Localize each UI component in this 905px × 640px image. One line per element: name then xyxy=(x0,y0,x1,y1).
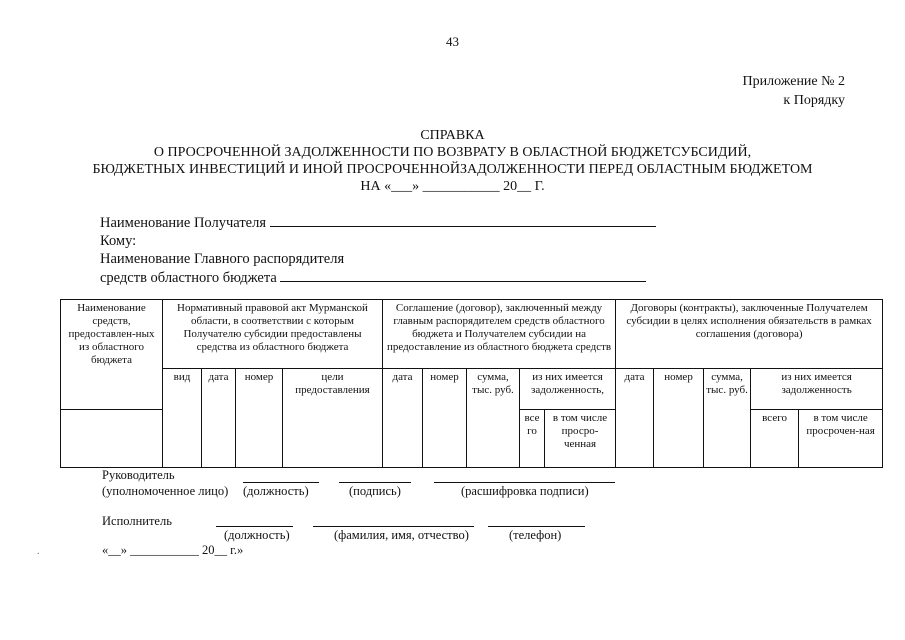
agr-col-debt: из них имеется задолженность, xyxy=(520,369,616,410)
agr-col-total: все го xyxy=(520,410,545,468)
agr-col-overdue: в том числе просро-ченная xyxy=(545,410,616,468)
title-line-1: СПРАВКА xyxy=(420,128,485,143)
report-table xyxy=(60,299,883,468)
recipient-field xyxy=(100,214,656,232)
con-col-overdue: в том числе просрочен-ная xyxy=(799,410,883,468)
margin-mark: . xyxy=(37,546,40,557)
act-col-type: вид xyxy=(163,369,202,468)
header-act: Нормативный правовой акт Мурманской области, в соответствии с которым Получателю субсидии предоставлены средства из областного бюджета xyxy=(163,300,383,369)
appendix-line-2: к Порядку xyxy=(783,93,845,108)
recipient-blank[interactable] xyxy=(270,214,656,227)
head-signature-line[interactable] xyxy=(339,482,411,483)
header-contracts: Договоры (контракты), заключенные Получателем субсидии в целях исполнения обязательств в рамках соглашения (договора) xyxy=(616,300,883,369)
head-sub-label: (уполномоченное лицо) xyxy=(102,484,229,498)
exec-name-line[interactable] xyxy=(313,526,474,527)
con-col-total: всего xyxy=(751,410,799,468)
chief-label-1: Наименование Главного распорядителя xyxy=(100,251,345,267)
head-signature-caption: (подпись) xyxy=(349,484,401,498)
act-col-purpose: цели предоставления xyxy=(283,369,383,468)
act-col-date: дата xyxy=(202,369,236,468)
title-line-2: О ПРОСРОЧЕННОЙ ЗАДОЛЖЕННОСТИ ПО ВОЗВРАТУ В ОБЛАСТНОЙ БЮДЖЕТСУБСИДИЙ, xyxy=(153,145,752,160)
to-label: Кому: xyxy=(100,233,137,249)
act-col-number: номер xyxy=(236,369,283,468)
title-line-4: НА «___» ___________ 20__ Г. xyxy=(360,179,545,194)
appendix-line-1: Приложение № 2 xyxy=(742,74,845,89)
head-position-line[interactable] xyxy=(243,482,319,483)
exec-phone-line[interactable] xyxy=(488,526,585,527)
exec-name-caption: (фамилия, имя, отчество) xyxy=(334,528,469,542)
executor-label: Исполнитель xyxy=(102,514,172,528)
exec-position-caption: (должность) xyxy=(224,528,290,542)
agr-col-number: номер xyxy=(423,369,467,468)
name-data-cell[interactable] xyxy=(61,410,163,468)
agr-col-sum: сумма, тыс. руб. xyxy=(467,369,520,468)
page-number: 43 xyxy=(446,34,459,49)
chief-label-2: средств областного бюджета xyxy=(100,270,277,286)
exec-position-line[interactable] xyxy=(216,526,293,527)
chief-field xyxy=(100,269,646,287)
head-decode-line[interactable] xyxy=(434,482,615,483)
title-line-3: БЮДЖЕТНЫХ ИНВЕСТИЦИЙ И ИНОЙ ПРОСРОЧЕННОЙЗАДОЛЖЕННОСТИ ПЕРЕД ОБЛАСТНЫМ БЮДЖЕТОМ xyxy=(92,162,813,177)
head-decode-caption: (расшифровка подписи) xyxy=(461,484,589,498)
con-col-sum: сумма, тыс. руб. xyxy=(704,369,751,468)
head-label: Руководитель xyxy=(102,468,175,482)
recipient-label: Наименование Получателя xyxy=(100,215,267,231)
con-col-debt: из них имеется задолженность xyxy=(751,369,883,410)
date-line: «__» ___________ 20__ г.» xyxy=(102,543,244,557)
con-col-number: номер xyxy=(654,369,704,468)
con-col-date: дата xyxy=(616,369,654,468)
appendix-header xyxy=(743,72,846,110)
head-position-caption: (должность) xyxy=(243,484,309,498)
exec-phone-caption: (телефон) xyxy=(509,528,562,542)
header-name: Наименование средств, предоставлен-ных из областного бюджета xyxy=(61,300,163,410)
agr-col-date: дата xyxy=(383,369,423,468)
chief-blank[interactable] xyxy=(280,269,646,282)
document-title xyxy=(30,127,875,195)
header-agreement: Соглашение (договор), заключенный между главным распорядителем средств областного бюджета и Получателем субсидии на предоставление из областного бюджета средств xyxy=(383,300,616,369)
